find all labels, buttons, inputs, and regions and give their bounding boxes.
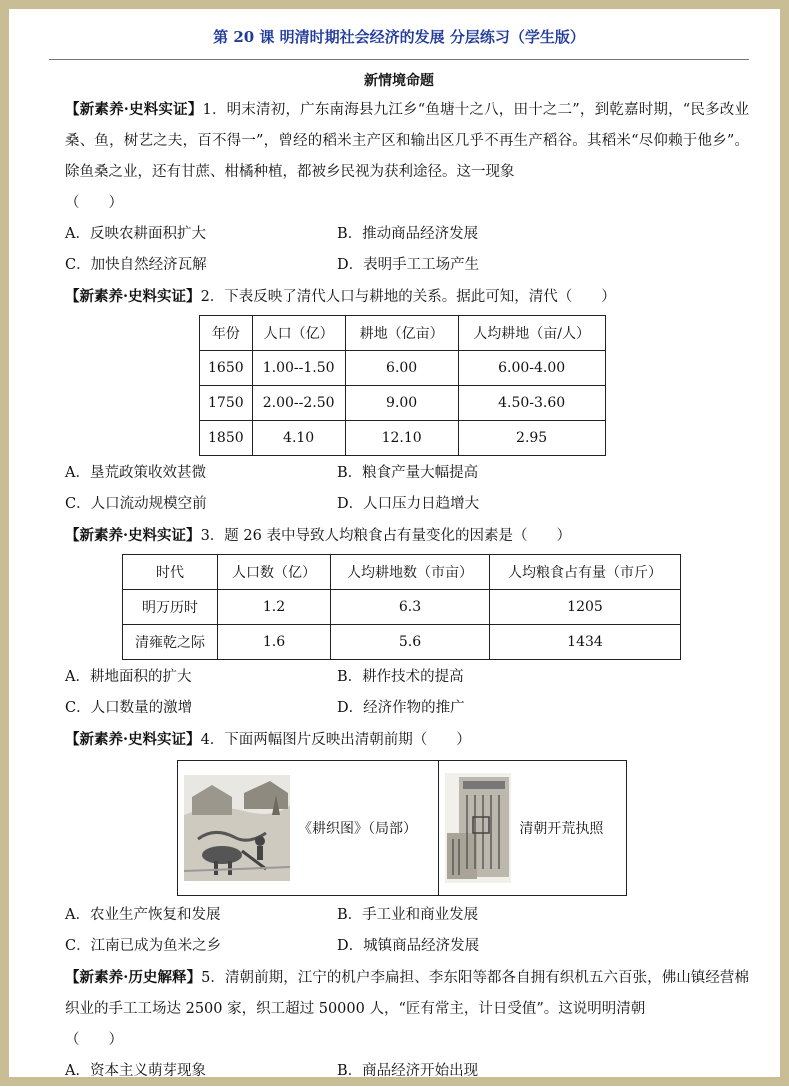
table-header-row — [123, 555, 681, 590]
table-cell: 4.50-3.60 — [458, 386, 605, 421]
question-2 — [65, 281, 749, 313]
table-header: 人均耕地（亩/人） — [458, 316, 605, 351]
document-title: 第 20 课 明清时期社会经济的发展 分层练习（学生版） — [213, 28, 585, 46]
question-5 — [65, 962, 749, 1025]
option-b[interactable]: B．商品经济开始出现 — [337, 1063, 479, 1079]
question-3 — [65, 520, 749, 552]
question-tag: 【新素养·史料实证】 — [65, 288, 201, 305]
table-header: 耕地（亿亩） — [345, 316, 458, 351]
table-cell: 1.6 — [218, 625, 331, 660]
document-page — [49, 21, 749, 1087]
question-1 — [65, 94, 749, 188]
option-c[interactable]: C．人口数量的激增 — [65, 700, 193, 716]
table-header-row — [200, 316, 606, 351]
table-header: 人均耕地数（市亩） — [331, 555, 490, 590]
question-tag: 【新素养·历史解释】 — [65, 969, 202, 986]
question-text: 5．清朝前期，江宁的机户李扁担、李东阳等都各自拥有织机五六百张，佛山镇经营棉织业的手工工场达 2500 家，织工超过 50000 人，“匠有常主，计日受值”。这说明明清朝 — [65, 970, 749, 1017]
option-a[interactable]: A．垦荒政策收效甚微 — [65, 465, 206, 481]
options-q3 — [65, 662, 749, 724]
table-cell: 2.95 — [458, 421, 605, 456]
option-b[interactable]: B．推动商品经济发展 — [337, 226, 479, 242]
option-c[interactable]: C．江南已成为鱼米之乡 — [65, 938, 222, 954]
question-tag: 【新素养·史料实证】 — [65, 527, 201, 544]
table-cell: 6.3 — [331, 590, 490, 625]
table-cell: 1850 — [200, 421, 253, 456]
option-d[interactable]: D．人口压力日趋增大 — [337, 496, 480, 512]
answer-blank: （ ） — [65, 1032, 123, 1048]
table-cell: 6.00 — [345, 351, 458, 386]
options-q1 — [65, 219, 749, 281]
answer-blank: （ ） — [65, 195, 123, 211]
population-farmland-table — [199, 315, 606, 456]
question-text: 4．下面两幅图片反映出清朝前期（ ） — [200, 732, 471, 748]
table-cell: 1.2 — [218, 590, 331, 625]
table-row — [123, 590, 681, 625]
option-a[interactable]: A．资本主义萌芽现象 — [65, 1063, 206, 1079]
image-cell-2 — [438, 761, 626, 895]
option-a[interactable]: A．反映农耕面积扩大 — [65, 226, 206, 242]
table-cell: 1434 — [490, 625, 681, 660]
farming-weaving-painting-image — [184, 775, 290, 881]
table-cell: 清雍乾之际 — [123, 625, 218, 660]
options-q5 — [65, 1056, 749, 1087]
option-d[interactable]: D．表明手工工场产生 — [337, 257, 480, 273]
table-cell: 2.00--2.50 — [252, 386, 345, 421]
option-a[interactable]: A．农业生产恢复和发展 — [65, 907, 221, 923]
question-4 — [65, 724, 749, 756]
table-row — [200, 351, 606, 386]
image-panel — [177, 760, 627, 896]
section-heading: 新情境命题 — [364, 73, 434, 89]
image-caption: 《耕织图》（局部） — [298, 821, 417, 837]
table-header: 年份 — [200, 316, 253, 351]
option-b[interactable]: B．粮食产量大幅提高 — [337, 465, 479, 481]
table-cell: 1205 — [490, 590, 681, 625]
table-row — [200, 421, 606, 456]
options-q4 — [65, 900, 749, 962]
option-b[interactable]: B．耕作技术的提高 — [337, 669, 464, 685]
table-header: 人均粮食占有量（市斤） — [490, 555, 681, 590]
title-divider — [49, 59, 749, 60]
question-tag: 【新素养·史料实证】 — [65, 101, 203, 118]
image-caption: 清朝开荒执照 — [519, 821, 604, 837]
table-cell: 1650 — [200, 351, 253, 386]
grain-per-capita-table — [122, 554, 681, 660]
land-reclamation-license-image — [445, 773, 511, 883]
table-row — [123, 625, 681, 660]
option-d[interactable]: D．经济作物的推广 — [337, 700, 465, 716]
table-header: 人口数（亿） — [218, 555, 331, 590]
option-c[interactable]: C．人口流动规模空前 — [65, 496, 207, 512]
table-cell: 4.10 — [252, 421, 345, 456]
table-cell: 5.6 — [331, 625, 490, 660]
question-tag: 【新素养·史料实证】 — [65, 731, 201, 748]
question-text: 2．下表反映了清代人口与耕地的关系。据此可知，清代（ ） — [200, 289, 616, 305]
table-cell: 明万历时 — [123, 590, 218, 625]
option-d[interactable]: D．城镇商品经济发展 — [337, 938, 480, 954]
image-cell-1 — [178, 761, 438, 895]
table-cell: 9.00 — [345, 386, 458, 421]
question-text: 3．题 26 表中导致人均粮食占有量变化的因素是（ ） — [200, 528, 571, 544]
table-cell: 1.00--1.50 — [252, 351, 345, 386]
option-c[interactable]: C．加快自然经济瓦解 — [65, 257, 207, 273]
option-b[interactable]: B．手工业和商业发展 — [337, 907, 479, 923]
table-header: 时代 — [123, 555, 218, 590]
question-text: 1．明末清初，广东南海县九江乡“鱼塘十之八，田十之二”，到乾嘉时期，“民多改业桑、鱼，树艺之夫，百不得一”，曾经的稻米主产区和输出区几乎不再生产稻谷。其稻米“尽仰赖于他乡”。除鱼桑之业，还有甘蔗、柑橘种植，都被乡民视为获利途径。这一现象 — [65, 102, 749, 180]
table-cell: 1750 — [200, 386, 253, 421]
options-q2 — [65, 458, 749, 520]
option-a[interactable]: A．耕地面积的扩大 — [65, 669, 192, 685]
table-header: 人口（亿） — [252, 316, 345, 351]
table-cell: 6.00-4.00 — [458, 351, 605, 386]
table-cell: 12.10 — [345, 421, 458, 456]
table-row — [200, 386, 606, 421]
